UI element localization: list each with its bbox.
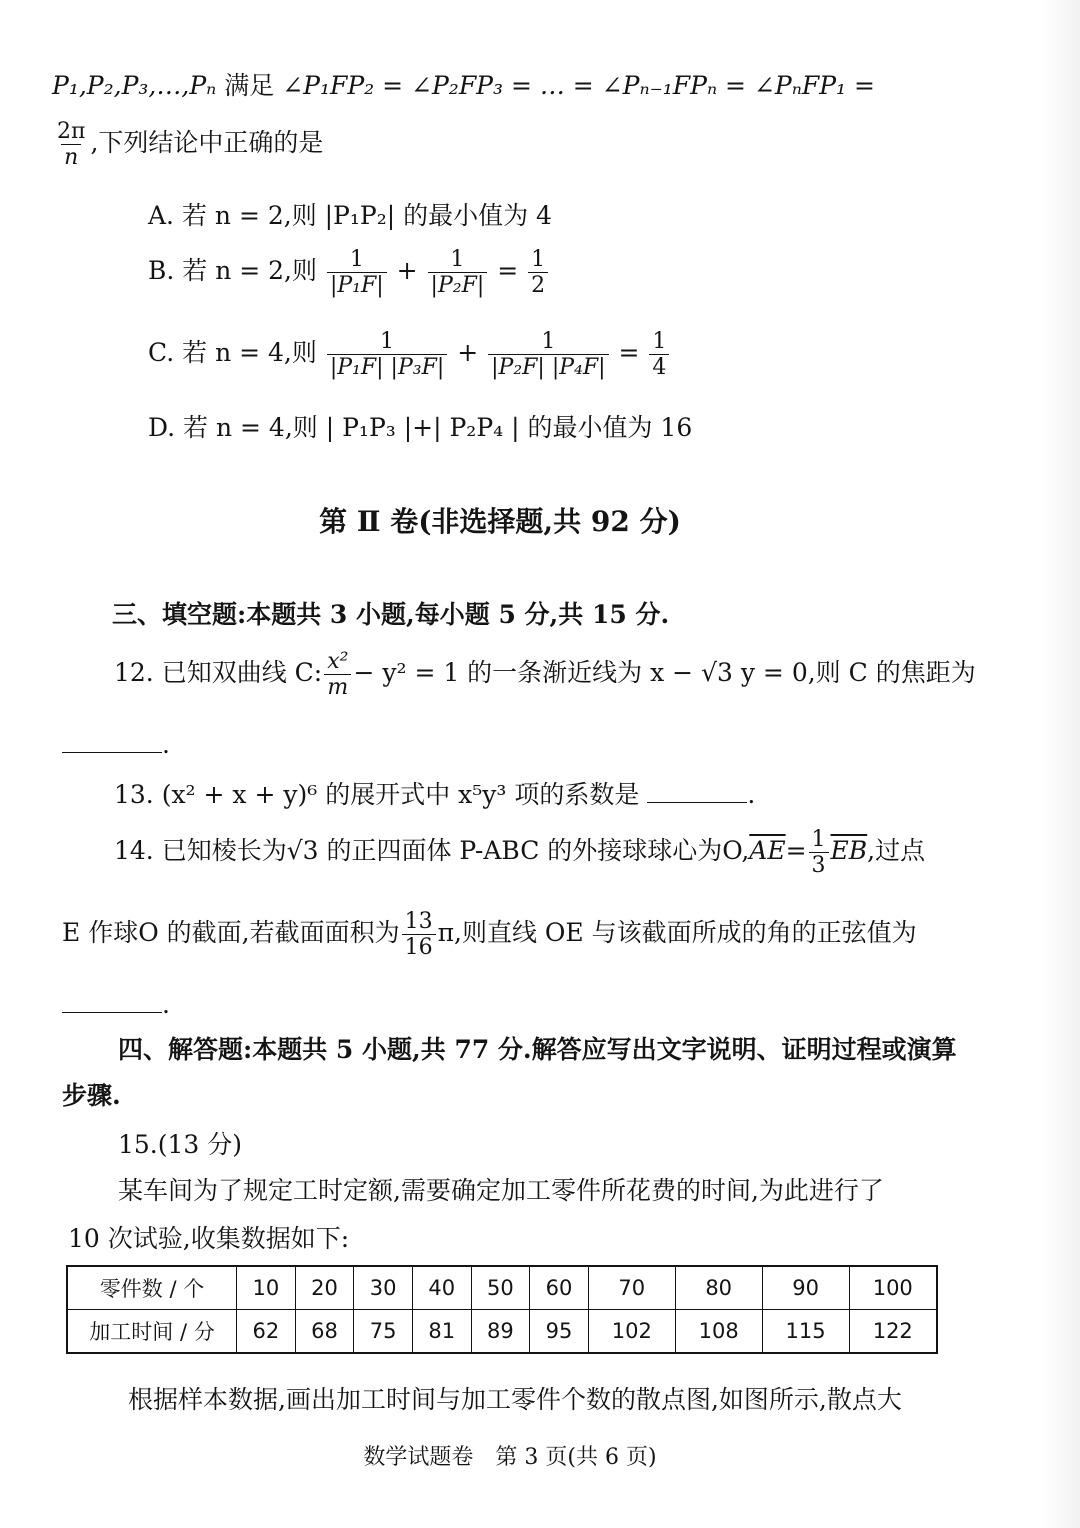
table-cell: 108 — [675, 1310, 762, 1354]
table-cell: 102 — [588, 1310, 675, 1354]
q11-option-b-eq: = — [497, 256, 519, 286]
part2-title: 第 Ⅱ 卷(非选择题,共 92 分) — [319, 505, 681, 538]
q14-answer-line — [62, 990, 170, 1019]
question-12 — [114, 650, 976, 699]
q14-line1-end: ,过点 — [867, 836, 926, 866]
q11-question-text: ,下列结论中正确的是 — [90, 128, 324, 158]
table-cell: 10 — [237, 1266, 296, 1310]
table-cell: 122 — [849, 1310, 937, 1354]
q11-option-b-rhs-den: 2 — [528, 272, 548, 297]
q11-option-b-frac1-den: |P₁F| — [327, 272, 387, 297]
section4-title-line1: 四、解答题:本题共 5 小题,共 77 分.解答应写出文字说明、证明过程或演算 — [118, 1035, 957, 1064]
q11-option-b-frac2 — [428, 248, 488, 297]
table-row-header-parts: 零件数 / 个 — [67, 1266, 237, 1310]
table-cell: 115 — [762, 1310, 849, 1354]
q11-option-b-rhs — [528, 248, 548, 297]
scan-edge-shadow — [1040, 0, 1080, 1528]
q11-option-c — [148, 330, 671, 379]
q11-option-b-prefix: B. 若 n = 2,则 — [148, 256, 318, 286]
q11-condition-word: 满足 — [224, 71, 275, 100]
q11-option-b-frac2-num: 1 — [450, 247, 465, 272]
q11-frac-den: n — [61, 144, 81, 169]
page-footer: 数学试题卷 第 3 页(共 6 页) — [363, 1445, 657, 1470]
q14-frac2 — [402, 910, 436, 959]
q13-prefix: 13. (x² + x + y)⁶ 的展开式中 x⁵y³ 项的系数是 — [114, 780, 640, 809]
q14-end: . — [162, 990, 170, 1019]
q11-option-b-plus: + — [396, 256, 418, 286]
q12-end: . — [162, 730, 170, 759]
q11-option-c-frac2 — [488, 330, 608, 379]
q11-angle-condition: ∠P₁FP₂ = ∠P₂FP₃ = … = ∠Pₙ₋₁FPₙ = ∠PₙFP₁ = — [282, 71, 875, 100]
q11-frac-2pi-over-n — [54, 120, 88, 169]
table-cell: 68 — [295, 1310, 354, 1354]
q11-option-c-frac2-den: |P₂F| |P₄F| — [488, 354, 608, 379]
q11-option-b — [148, 248, 550, 297]
q11-option-b-frac1 — [327, 248, 387, 297]
q11-option-c-rhs — [649, 330, 669, 379]
q15-data-table — [66, 1265, 938, 1354]
q12-frac — [324, 650, 351, 699]
q11-option-b-frac1-num: 1 — [349, 247, 364, 272]
q12-answer-blank[interactable] — [62, 730, 162, 753]
q14-frac2-num: 13 — [404, 909, 433, 934]
question-13 — [114, 775, 755, 811]
table-cell: 80 — [675, 1266, 762, 1310]
q15-paragraph-line1: 某车间为了规定工时定额,需要确定加工零件所花费的时间,为此进行了 — [118, 1176, 884, 1205]
table-cell: 70 — [588, 1266, 675, 1310]
q13-answer-blank[interactable] — [647, 780, 747, 803]
table-cell: 30 — [354, 1266, 413, 1310]
q11-option-a: A. 若 n = 2,则 |P₁P₂| 的最小值为 4 — [148, 201, 552, 230]
q11-option-c-frac1-num: 1 — [380, 329, 395, 354]
q11-option-b-frac2-den: |P₂F| — [428, 272, 488, 297]
q14-frac1 — [809, 828, 829, 877]
q14-frac2-den: 16 — [402, 934, 436, 959]
q13-end: . — [747, 780, 756, 809]
table-cell: 89 — [471, 1310, 530, 1354]
q12-prefix: 12. 已知双曲线 C: — [114, 658, 323, 688]
q11-option-b-rhs-num: 1 — [531, 247, 546, 272]
q14-line2-rest: π,则直线 OE 与该截面所成的角的正弦值为 — [437, 918, 917, 948]
table-cell: 95 — [530, 1310, 589, 1354]
q12-frac-den: m — [324, 674, 351, 699]
question-14-line2 — [62, 910, 917, 959]
q11-option-c-rhs-num: 1 — [652, 329, 667, 354]
table-row-header-times: 加工时间 / 分 — [67, 1310, 237, 1354]
q11-option-c-frac1 — [327, 330, 447, 379]
q11-option-c-frac1-den: |P₁F| |P₃F| — [327, 354, 447, 379]
q11-points: P₁,P₂,P₃,…,Pₙ — [52, 71, 217, 100]
table-cell: 40 — [412, 1266, 471, 1310]
q11-option-c-plus: + — [457, 338, 479, 368]
q11-frac-num: 2π — [57, 119, 86, 144]
table-cell: 100 — [849, 1266, 937, 1310]
q14-line1-prefix: 14. 已知棱长为√3 的正四面体 P-ABC 的外接球球心为O, — [114, 836, 750, 866]
table-cell: 20 — [295, 1266, 354, 1310]
q14-vector-ae: $\overline{AE}$ — [749, 836, 786, 866]
q14-frac1-den: 3 — [809, 852, 829, 877]
table-row-times — [67, 1310, 937, 1354]
q11-stem-line1 — [52, 66, 875, 102]
question-14-line1 — [114, 828, 925, 877]
q14-eq: = — [785, 836, 807, 866]
q15-after-table: 根据样本数据,画出加工时间与加工零件个数的散点图,如图所示,散点大 — [128, 1385, 902, 1414]
q12-answer-line — [62, 730, 170, 759]
q11-option-c-rhs-den: 4 — [649, 354, 669, 379]
table-cell: 81 — [412, 1310, 471, 1354]
q14-answer-blank[interactable] — [62, 990, 162, 1013]
table-cell: 50 — [471, 1266, 530, 1310]
table-cell: 75 — [354, 1310, 413, 1354]
q14-line2-prefix: E 作球O 的截面,若截面面积为 — [62, 918, 400, 948]
q14-vector-eb: $\overline{EB}$ — [830, 836, 868, 866]
q11-option-c-prefix: C. 若 n = 4,则 — [148, 338, 317, 368]
q12-frac-num: x² — [327, 649, 349, 674]
section3-title: 三、填空题:本题共 3 小题,每小题 5 分,共 15 分. — [112, 600, 670, 629]
q11-stem-line2 — [52, 120, 323, 169]
q11-option-c-eq: = — [618, 338, 640, 368]
section4-title-line2: 步骤. — [62, 1081, 121, 1110]
table-cell: 90 — [762, 1266, 849, 1310]
table-cell: 60 — [530, 1266, 589, 1310]
q11-option-d: D. 若 n = 4,则 | P₁P₃ |+| P₂P₄ | 的最小值为 16 — [148, 413, 693, 442]
table-row-parts — [67, 1266, 937, 1310]
q15-paragraph-line2: 10 次试验,收集数据如下: — [68, 1224, 350, 1253]
q15-header: 15.(13 分) — [118, 1130, 243, 1159]
q14-frac1-num: 1 — [811, 827, 826, 852]
q12-mid: − y² = 1 的一条渐近线为 x − √3 y = 0,则 C 的焦距为 — [353, 658, 976, 688]
table-cell: 62 — [237, 1310, 296, 1354]
q11-option-c-frac2-num: 1 — [541, 329, 556, 354]
